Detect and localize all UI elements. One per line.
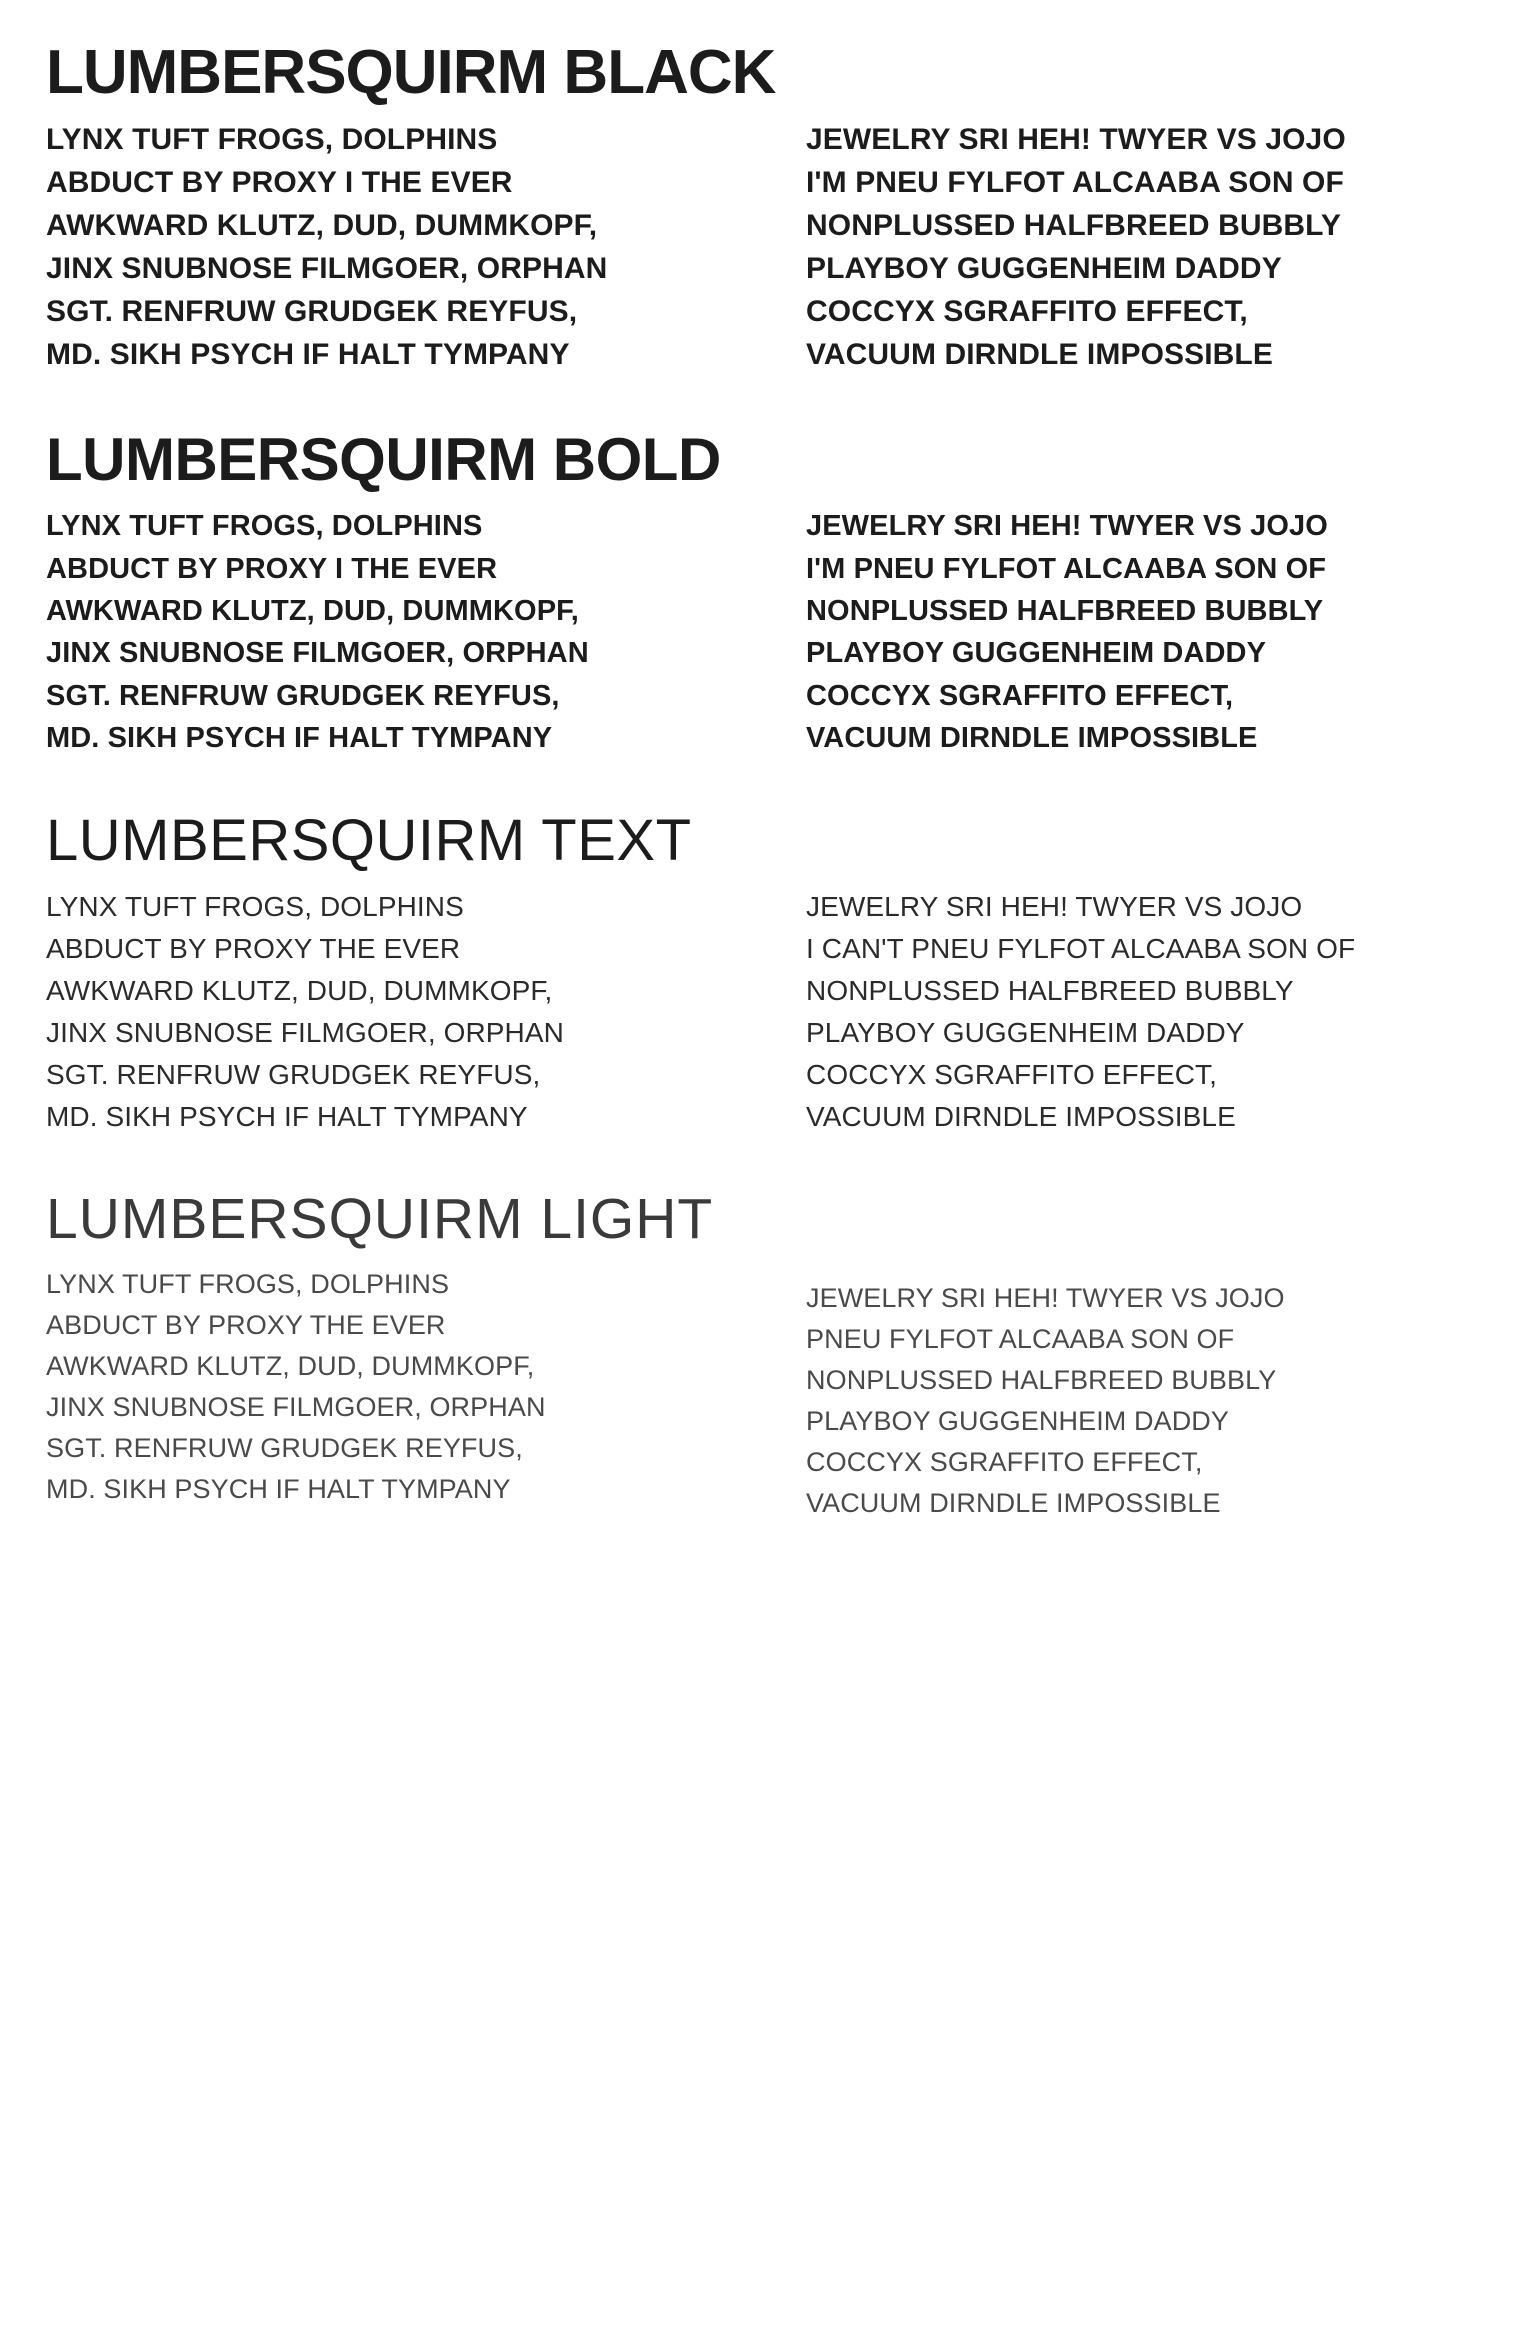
- specimen-line: NONPLUSSED HALFBREED BUBBLY: [806, 208, 1341, 242]
- style-title-light: LUMBERSQUIRM LIGHT: [46, 1187, 714, 1252]
- spacer: [806, 1264, 1466, 1278]
- specimen-left-column-bold: [46, 505, 806, 759]
- specimen-columns-black: [46, 119, 1484, 376]
- specimen-line: COCCYX SGRAFFITO EFFECT,: [806, 1447, 1203, 1478]
- specimen-line: VACUUM DIRNDLE IMPOSSIBLE: [806, 722, 1258, 755]
- specimen-line: JINX SNUBNOSE FILMGOER, ORPHAN: [46, 1017, 564, 1049]
- specimen-line: ABDUCT BY PROXY THE EVER: [46, 933, 461, 965]
- specimen-right-column-black: [806, 119, 1466, 376]
- specimen-line: SGT. RENFRUW GRUDGEK REYFUS,: [46, 294, 578, 328]
- specimen-columns-light: [46, 1264, 1484, 1524]
- specimen-left-column-text: [46, 886, 806, 1138]
- specimen-line: I'M PNEU FYLFOT ALCAABA SON OF: [806, 165, 1344, 199]
- specimen-line: MD. SIKH PSYCH IF HALT TYMPANY: [46, 1101, 528, 1133]
- specimen-line: SGT. RENFRUW GRUDGEK REYFUS,: [46, 1059, 541, 1091]
- specimen-bold: [46, 428, 1484, 759]
- specimen-line: NONPLUSSED HALFBREED BUBBLY: [806, 975, 1294, 1007]
- specimen-right-column-light: [806, 1264, 1466, 1524]
- specimen-line: AWKWARD KLUTZ, DUD, DUMMKOPF,: [46, 975, 553, 1007]
- specimen-line: JINX SNUBNOSE FILMGOER, ORPHAN: [46, 637, 589, 670]
- specimen-line: LYNX TUFT FROGS, DOLPHINS: [46, 891, 464, 923]
- specimen-line: ABDUCT BY PROXY I THE EVER: [46, 552, 498, 585]
- specimen-line: LYNX TUFT FROGS, DOLPHINS: [46, 1269, 450, 1300]
- specimen-line: ABDUCT BY PROXY THE EVER: [46, 1310, 446, 1341]
- specimen-line: LYNX TUFT FROGS, DOLPHINS: [46, 510, 483, 543]
- specimen-light: [46, 1187, 1484, 1524]
- specimen-right-column-bold: [806, 505, 1466, 759]
- specimen-black: [46, 40, 1484, 376]
- specimen-line: NONPLUSSED HALFBREED BUBBLY: [806, 595, 1324, 628]
- style-title-bold: LUMBERSQUIRM BOLD: [46, 426, 721, 494]
- specimen-line: SGT. RENFRUW GRUDGEK REYFUS,: [46, 679, 560, 712]
- specimen-line: PNEU FYLFOT ALCAABA SON OF: [806, 1324, 1235, 1355]
- specimen-line: ABDUCT BY PROXY I THE EVER: [46, 165, 513, 199]
- style-title-text: LUMBERSQUIRM TEXT: [46, 808, 692, 874]
- specimen-text: [46, 808, 1484, 1138]
- specimen-line: JEWELRY SRI HEH! TWYER VS JOJO: [806, 510, 1328, 543]
- specimen-line: VACUUM DIRNDLE IMPOSSIBLE: [806, 1101, 1236, 1133]
- specimen-columns-text: [46, 886, 1484, 1138]
- specimen-line: AWKWARD KLUTZ, DUD, DUMMKOPF,: [46, 1351, 535, 1382]
- specimen-line: NONPLUSSED HALFBREED BUBBLY: [806, 1365, 1277, 1396]
- specimen-line: AWKWARD KLUTZ, DUD, DUMMKOPF,: [46, 595, 579, 628]
- specimen-line: VACUUM DIRNDLE IMPOSSIBLE: [806, 1488, 1221, 1519]
- specimen-line: PLAYBOY GUGGENHEIM DADDY: [806, 251, 1282, 285]
- specimen-columns-bold: [46, 505, 1484, 759]
- specimen-line: JEWELRY SRI HEH! TWYER VS JOJO: [806, 1283, 1285, 1314]
- specimen-line: PLAYBOY GUGGENHEIM DADDY: [806, 1017, 1245, 1049]
- specimen-line: JINX SNUBNOSE FILMGOER, ORPHAN: [46, 1392, 546, 1423]
- specimen-line: COCCYX SGRAFFITO EFFECT,: [806, 294, 1248, 328]
- style-title-black: LUMBERSQUIRM BLACK: [46, 38, 776, 107]
- specimen-line: COCCYX SGRAFFITO EFFECT,: [806, 1059, 1218, 1091]
- specimen-line: VACUUM DIRNDLE IMPOSSIBLE: [806, 337, 1273, 371]
- specimen-left-column-black: [46, 119, 806, 376]
- specimen-line: JEWELRY SRI HEH! TWYER VS JOJO: [806, 123, 1346, 157]
- specimen-line: PLAYBOY GUGGENHEIM DADDY: [806, 637, 1267, 670]
- specimen-right-column-text: [806, 886, 1466, 1138]
- specimen-line: I CAN'T PNEU FYLFOT ALCAABA SON OF: [806, 933, 1356, 965]
- specimen-line: LYNX TUFT FROGS, DOLPHINS: [46, 123, 498, 157]
- specimen-line: JINX SNUBNOSE FILMGOER, ORPHAN: [46, 251, 608, 285]
- specimen-line: I'M PNEU FYLFOT ALCAABA SON OF: [806, 552, 1327, 585]
- specimen-left-column-light: [46, 1264, 806, 1510]
- specimen-line: MD. SIKH PSYCH IF HALT TYMPANY: [46, 722, 553, 755]
- specimen-line: AWKWARD KLUTZ, DUD, DUMMKOPF,: [46, 208, 598, 242]
- specimen-line: MD. SIKH PSYCH IF HALT TYMPANY: [46, 1474, 511, 1505]
- specimen-line: JEWELRY SRI HEH! TWYER VS JOJO: [806, 891, 1303, 923]
- specimen-line: SGT. RENFRUW GRUDGEK REYFUS,: [46, 1433, 523, 1464]
- specimen-line: COCCYX SGRAFFITO EFFECT,: [806, 679, 1234, 712]
- specimen-line: PLAYBOY GUGGENHEIM DADDY: [806, 1406, 1229, 1437]
- specimen-line: MD. SIKH PSYCH IF HALT TYMPANY: [46, 337, 570, 371]
